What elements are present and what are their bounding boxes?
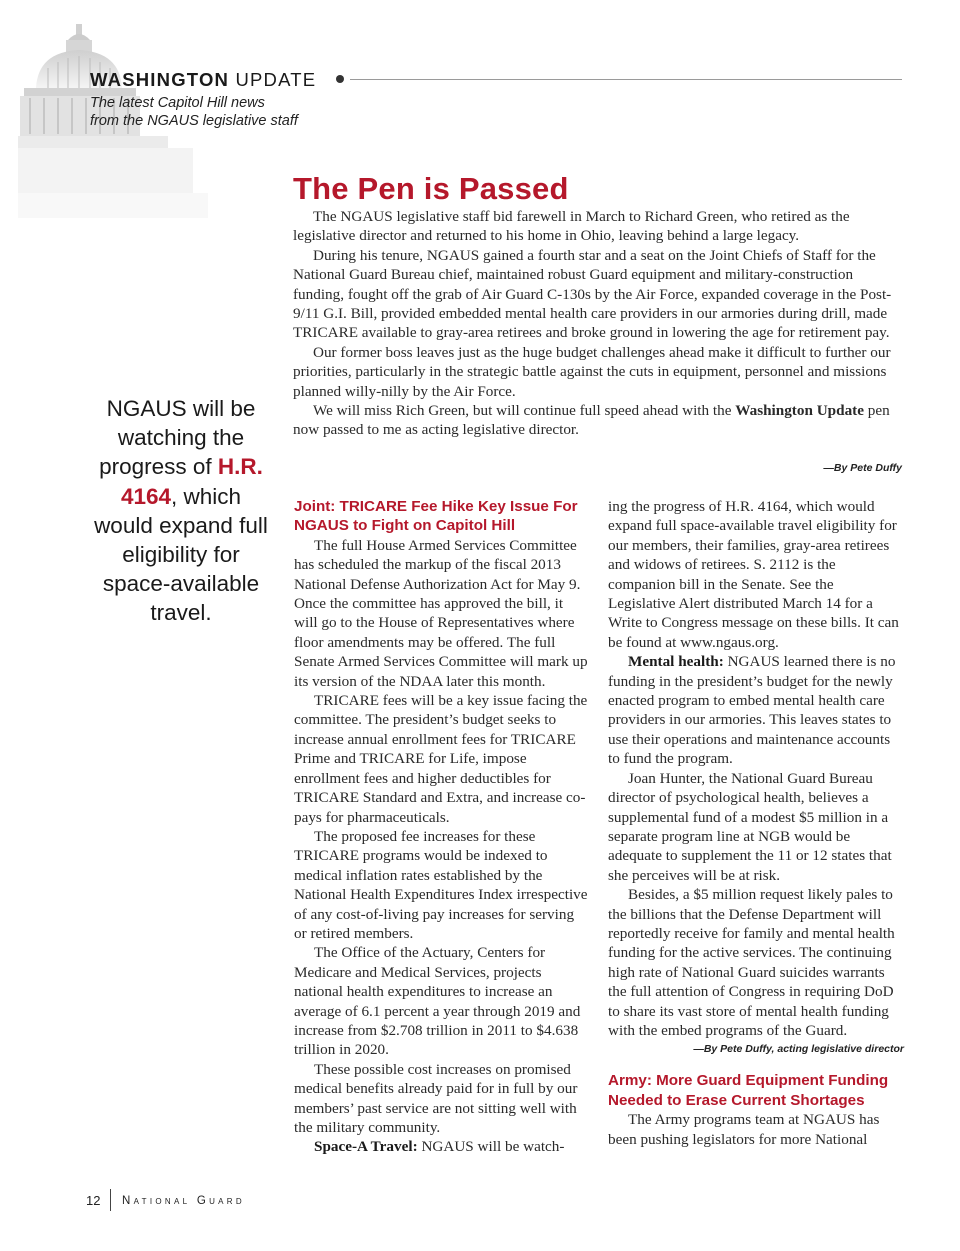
pull-quote-text: NGAUS will be watching the progress of <box>99 396 256 480</box>
body-paragraph: These possible cost increases on promised medical benefits already paid for in full by our members’ past service are not sitting well with the military community. <box>294 1060 578 1136</box>
intro-text: We will miss Rich Green, but will continue full speed ahead with the <box>313 402 736 420</box>
body-paragraph: The proposed fee increases for these TRICARE programs would be indexed to medical inflation rates established by the National Health Expenditures Index irrespective of any cost-of-living pay increases for serving or retired members. <box>294 827 588 942</box>
body-paragraph: Besides, a $5 million request likely pales to the billions that the Defense Department will reportedly receive for family and mental health funding for the active services. The continuing high rate of National Guard suicides warrants the full attention of Congress in requiring DoD to share its vast store of mental health funding with the embed programs of the Guard. <box>608 886 895 1039</box>
column-right <box>608 497 904 1149</box>
pull-quote-bill: H.R. 4164 <box>120 454 263 509</box>
runin-label: Space-A Travel: <box>314 1138 418 1156</box>
magazine-name: National Guard <box>122 1195 245 1207</box>
body-text: NGAUS will be watch- <box>417 1138 565 1156</box>
column-left <box>294 497 588 1157</box>
body-paragraph: Joan Hunter, the National Guard Bureau director of psychological health, believes a supplemental fund of a modest $5 million in a separate program line at NGB would be adequate to supplement the 11 or 12 states that she perceives will be at risk. <box>608 769 892 884</box>
article-title: The Pen is Passed <box>293 171 569 206</box>
header-rule <box>350 79 902 80</box>
section-subtitle-line2: from the NGAUS legislative staff <box>90 113 298 129</box>
section-subtitle <box>90 94 298 130</box>
body-paragraph: The Office of the Actuary, Centers for Medicare and Medical Services, projects national health expenditures to increase an average of 6.1 percent a year through 2019 and increase from $2.708 trillion in 2011 to $4.638 trillion in 2020. <box>294 944 581 1059</box>
body-paragraph <box>608 652 904 768</box>
header-bullet <box>336 75 344 83</box>
body-paragraph <box>294 1137 588 1156</box>
intro-paragraph <box>293 401 905 440</box>
runin-label: Mental health: <box>628 653 724 671</box>
intro-paragraph: Our former boss leaves just as the huge budget challenges ahead make it difficult to further our priorities, particularly in the strategic battle against the cuts in equipment, personnel and missions planned willy-nilly by the Air Force. <box>293 343 891 400</box>
intro-paragraph: During his tenure, NGAUS gained a fourth star and a seat on the Joint Chiefs of Staff for the National Guard Bureau chief, maintained robust Guard equipment and military-construction funding, fought off the grab of Air Guard C-130s by the Air Force, expanded coverage in the Post-9/11 G.I. Bill, provided embedded mental health care providers in our armories during drill, made TRICARE available to gray-area retirees and broke ground in lowering the age for retirement pay. <box>293 246 892 342</box>
article-heading: Joint: TRICARE Fee Hike Key Issue For NGAUS to Fight on Capitol Hill <box>294 498 578 535</box>
pull-quote-text: , which would expand full eligibility for space-available travel. <box>94 483 268 626</box>
intro-text: pen now passed to me as acting legislative director. <box>293 402 890 439</box>
body-paragraph: ing the progress of H.R. 4164, which would expand full space-available travel eligibility for our members, their families, gray-area retirees and widows of retirees. S. 2112 is the companion bill in the Senate. See the Legislative Alert distributed March 14 for a Write to Congress message on these bills. It can be found at www.ngaus.org. <box>608 498 899 651</box>
body-paragraph: The Army programs team at NGAUS has been pushing legislators for more National <box>608 1111 880 1148</box>
section-subtitle-line1: The latest Capitol Hill news <box>90 95 265 111</box>
byline: —By Pete Duffy, acting legislative director <box>693 1043 904 1056</box>
byline: —By Pete Duffy <box>823 462 902 474</box>
article-intro <box>293 207 905 440</box>
page-number: 12 <box>86 1193 101 1208</box>
intro-paragraph: The NGAUS legislative staff bid farewell in March to Richard Green, who retired as the legislative director and returned to his home in Ohio, leaving behind a large legacy. <box>293 208 850 245</box>
section-title-light: UPDATE <box>235 69 317 90</box>
footer-divider <box>110 1189 111 1211</box>
section-title-bold: WASHINGTON <box>90 69 230 90</box>
body-paragraph: TRICARE fees will be a key issue facing the committee. The president’s budget seeks to increase annual enrollment fees for TRICARE Prime and TRICARE for Life, impose enrollment fees and higher deductibles for TRICARE Standard and Extra, and increase co-pays for pharmaceuticals. <box>294 692 588 826</box>
pull-quote <box>92 394 270 628</box>
article-heading: Army: More Guard Equipment Funding Needed to Erase Current Shortages <box>608 1072 889 1109</box>
publication-name: Washington Update <box>735 402 864 420</box>
body-text: NGAUS learned there is no funding in the president’s budget for the newly enacted program to embed mental health care providers in our armories. This leaves states to use their operations and maintenance accounts to fund the program. <box>608 653 896 768</box>
section-title <box>90 69 316 91</box>
body-paragraph: The full House Armed Services Committee has scheduled the markup of the fiscal 2013 National Defense Authorization Act for May 9. Once the committee has approved the bill, it will go to the House of Representatives where floor amendments may be offered. The full Senate Armed Services Committee will mark up its version of the NDAA later this month. <box>294 536 588 690</box>
